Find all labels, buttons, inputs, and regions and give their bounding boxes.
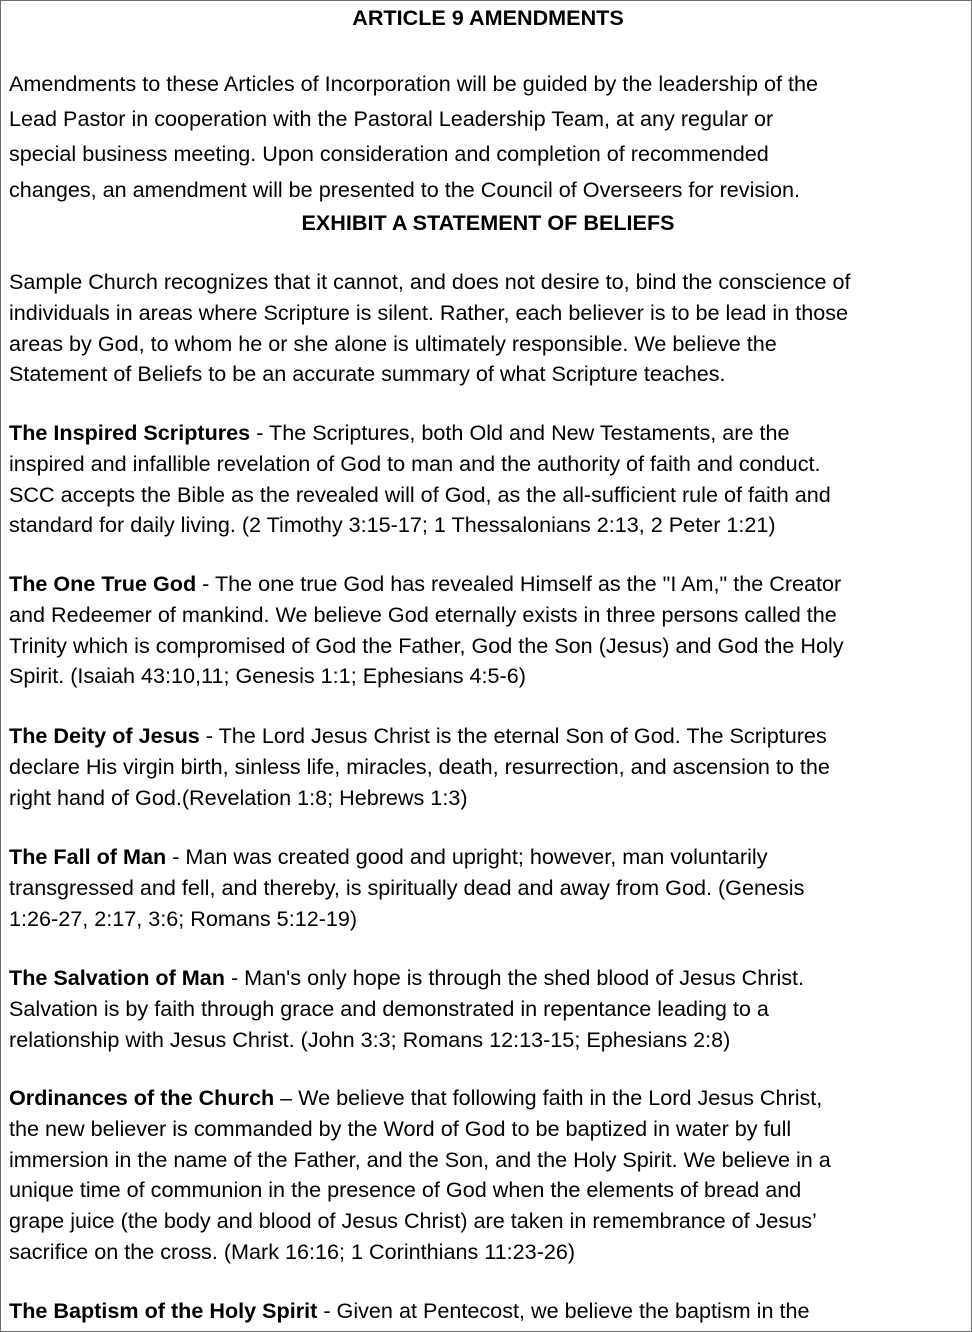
exhibit-a-intro (9, 267, 850, 390)
belief-deity-of-jesus (9, 721, 830, 813)
belief-text: - Man's only hope is through the shed blood of Jesus Christ. (224, 965, 805, 990)
paragraph-line: sacrifice on the cross. (Mark 16:16; 1 Corinthians 11:23-26) (9, 1238, 576, 1264)
paragraph-line: relationship with Jesus Christ. (John 3:3; Romans 12:13-15; Ephesians 2:8) (9, 1026, 731, 1052)
belief-inspired-scriptures (9, 418, 831, 541)
belief-fall-of-man (9, 842, 804, 934)
belief-term: The Deity of Jesus (9, 723, 200, 748)
belief-term: The Salvation of Man (9, 965, 225, 990)
belief-text: - Given at Pentecost, we believe the baptism in the (317, 1298, 810, 1323)
belief-term: The Inspired Scriptures (9, 420, 251, 445)
belief-text: - Man was created good and upright; however, man voluntarily (166, 844, 768, 869)
belief-term: Ordinances of the Church (9, 1085, 275, 1110)
paragraph-line: Amendments to these Articles of Incorporation will be guided by the leadership of the (9, 71, 819, 96)
paragraph-line: Salvation is by faith through grace and demonstrated in repentance leading to a (9, 995, 769, 1021)
belief-baptism-of-holy-spirit (9, 1296, 809, 1327)
paragraph-line: grape juice (the body and blood of Jesus Christ) are taken in remembrance of Jesus’ (9, 1208, 817, 1234)
paragraph-line: inspired and infallible revelation of God to man and the authority of faith and conduct. (9, 450, 821, 476)
exhibit-a-heading: EXHIBIT A STATEMENT OF BELIEFS (301, 210, 675, 235)
paragraph-line: Trinity which is compromised of God the Father, God the Son (Jesus) and God the Holy (9, 632, 844, 658)
paragraph-line: and Redeemer of mankind. We believe God eternally exists in three persons called the (9, 601, 837, 627)
article-9-paragraph (9, 66, 818, 207)
article-9-heading: ARTICLE 9 AMENDMENTS (352, 5, 624, 30)
paragraph-line: Lead Pastor in cooperation with the Pastoral Leadership Team, at any regular or (9, 106, 774, 132)
paragraph-line: standard for daily living. (2 Timothy 3:15-17; 1 Thessalonians 2:13, 2 Peter 1:21) (9, 512, 776, 538)
belief-text: - The Lord Jesus Christ is the eternal Son of God. The Scriptures (199, 723, 827, 748)
paragraph-line: changes, an amendment will be presented to the Council of Overseers for revision. (9, 176, 800, 202)
paragraph-line: right hand of God.(Revelation 1:8; Hebrews 1:3) (9, 784, 468, 810)
paragraph-line: immersion in the name of the Father, and the Son, and the Holy Spirit. We believe in a (9, 1146, 831, 1172)
paragraph-line: declare His virgin birth, sinless life, miracles, death, resurrection, and ascension to the (9, 753, 830, 779)
paragraph-line: Statement of Beliefs to be an accurate summary of what Scripture teaches. (9, 361, 726, 387)
paragraph-line: the new believer is commanded by the Word of God to be baptized in water by full (9, 1115, 792, 1141)
paragraph-line: individuals in areas where Scripture is silent. Rather, each believer is to be lead in those (9, 299, 849, 325)
belief-text: - The Scriptures, both Old and New Testaments, are the (250, 420, 790, 445)
paragraph-line: Sample Church recognizes that it cannot, and does not desire to, bind the conscience of (9, 269, 851, 294)
belief-term: The Baptism of the Holy Spirit (9, 1298, 318, 1323)
belief-text: - The one true God has revealed Himself as the "I Am," the Creator (196, 571, 842, 596)
belief-ordinances-of-the-church (9, 1083, 831, 1268)
belief-term: The One True God (9, 571, 197, 596)
paragraph-line: special business meeting. Upon consideration and completion of recommended (9, 141, 769, 167)
paragraph-line: transgressed and fell, and thereby, is spiritually dead and away from God. (Genesis (9, 874, 805, 900)
belief-term: The Fall of Man (9, 844, 167, 869)
paragraph-line: 1:26-27, 2:17, 3:6; Romans 5:12-19) (9, 905, 358, 931)
paragraph-line: areas by God, to whom he or she alone is ultimately responsible. We believe the (9, 330, 777, 356)
belief-text: – We believe that following faith in the Lord Jesus Christ, (274, 1085, 823, 1110)
paragraph-line: Spirit. (Isaiah 43:10,11; Genesis 1:1; Ephesians 4:5-6) (9, 663, 526, 689)
belief-salvation-of-man (9, 963, 804, 1055)
paragraph-line: SCC accepts the Bible as the revealed will of God, as the all-sufficient rule of faith and (9, 481, 831, 507)
belief-one-true-god (9, 569, 844, 692)
paragraph-line: unique time of communion in the presence of God when the elements of bread and (9, 1177, 802, 1203)
